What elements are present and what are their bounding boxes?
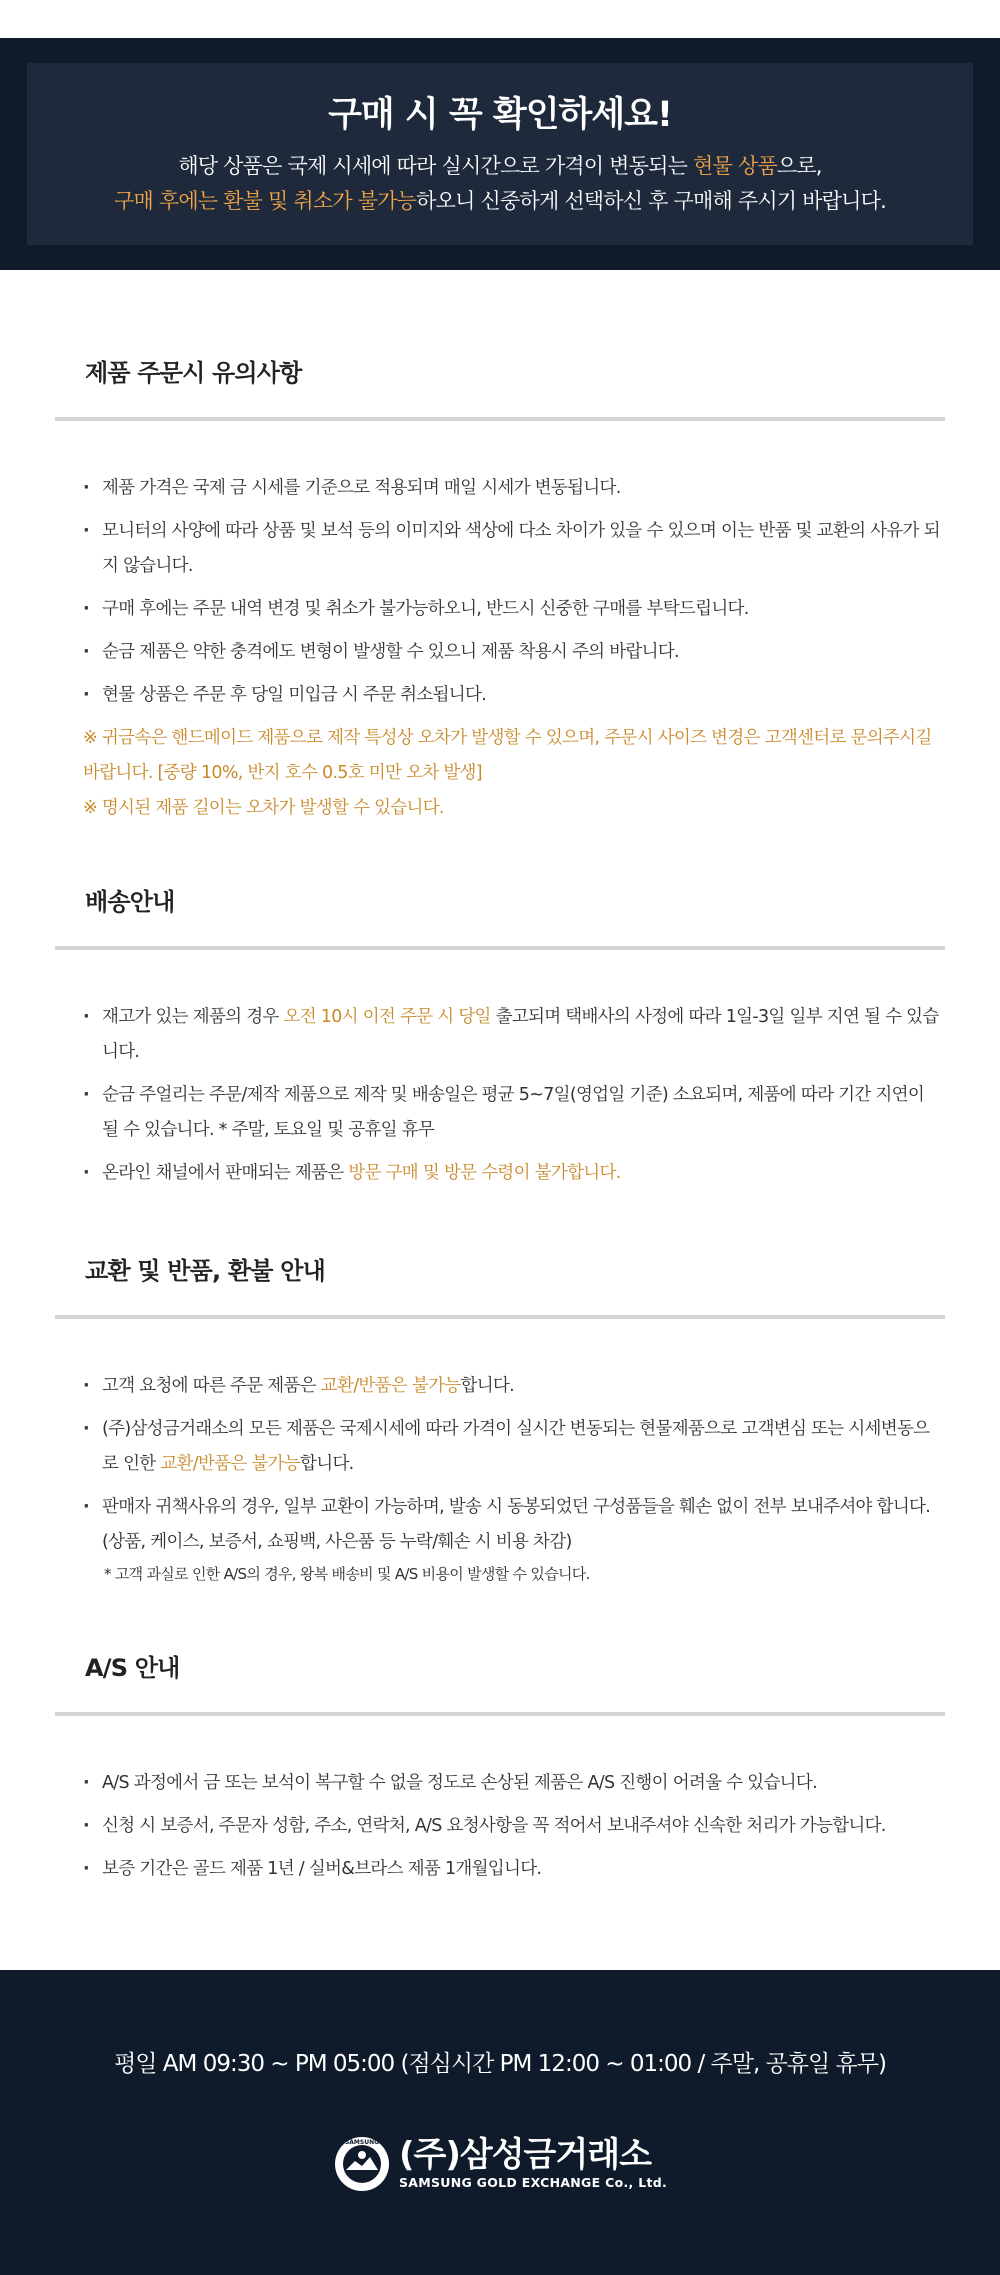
highlight-text: 방문 구매 및 방문 수령이 불가합니다. <box>348 1163 621 1183</box>
list-item: · 모니터의 사양에 따라 상품 및 보석 등의 이미지와 색상에 다소 차이가 있을 수 있으며 이는 반품 및 교환의 사유가 되지 않습니다. <box>83 514 945 584</box>
notice-highlight: 구매 후에는 환불 및 취소가 불가능 <box>113 189 417 213</box>
divider <box>55 1315 945 1319</box>
list-item <box>83 1000 945 1070</box>
list-item: · 순금 주얼리는 주문/제작 제품으로 제작 및 배송일은 평균 5~7일(영업일 기준) 소요되며, 제품에 따라 기간 지연이 될 수 있습니다. * 주말, 토요일 및 공휴일 휴무 <box>83 1078 945 1148</box>
caution-note: ※ 명시된 제품 길이는 오차가 발생할 수 있습니다. <box>83 798 444 818</box>
item-text: 출고되며 택배사의 사정에 따라 1일-3일 일부 지연 될 수 있습니다. <box>102 1007 939 1062</box>
section-order <box>55 355 945 826</box>
logo-name-ko: (주)삼성금거래소 <box>398 2135 651 2175</box>
notice-text: 하오니 신중하게 선택하신 후 구매해 주시기 바랍니다. <box>416 189 886 213</box>
section-title: 배송안내 <box>85 888 175 916</box>
logo-text <box>399 2136 667 2192</box>
as-list <box>55 1766 945 1887</box>
list-item: · 신청 시 보증서, 주문자 성함, 주소, 연락처, A/S 요청사항을 꼭 적어서 보내주셔야 신속한 처리가 가능합니다. <box>83 1809 945 1844</box>
list-item: · 제품 가격은 국제 금 시세를 기준으로 적용되며 매일 시세가 변동됩니다. <box>83 471 945 506</box>
item-text: 재고가 있는 제품의 경우 <box>102 1007 284 1027</box>
exchange-list <box>55 1369 945 1588</box>
business-hours: 평일 AM 09:30 ~ PM 05:00 (점심시간 PM 12:00 ~ 01:00 / 주말, 공휴일 휴무) <box>114 2051 886 2077</box>
item-text: 합니다. <box>300 1454 354 1474</box>
item-text: 온라인 채널에서 판매되는 제품은 <box>102 1163 349 1183</box>
footnote: * 고객 과실로 인한 A/S의 경우, 왕복 배송비 및 A/S 비용이 발생할 수 있습니다. <box>104 1565 590 1583</box>
caution-note: ※ 귀금속은 핸드메이드 제품으로 제작 특성상 오차가 발생할 수 있으며, 주문시 사이즈 변경은 고객센터로 문의주시길 바랍니다. [중량 10%, 반지 호수 0.5호 미만 오차 발생] <box>83 728 932 783</box>
notice-line-1 <box>27 149 973 184</box>
highlight-text: 교환/반품은 불가능 <box>320 1376 461 1396</box>
samsung-gold-exchange-emblem-icon <box>333 2135 391 2193</box>
section-shipping <box>55 884 945 1191</box>
list-item: · 현물 상품은 주문 후 당일 미입금 시 주문 취소됩니다. <box>83 678 945 713</box>
highlight-text: 교환/반품은 불가능 <box>160 1454 301 1474</box>
list-item <box>83 1156 945 1191</box>
logo-name-en: SAMSUNG GOLD EXCHANGE Co., Ltd. <box>398 2175 668 2190</box>
highlight-text: 오전 10시 이전 주문 시 당일 <box>283 1007 491 1027</box>
divider <box>55 1712 945 1716</box>
list-item: · 순금 제품은 약한 충격에도 변형이 발생할 수 있으니 제품 착용시 주의 바랍니다. <box>83 635 945 670</box>
notice-line-2 <box>27 184 973 219</box>
list-item <box>83 1490 945 1588</box>
section-exchange <box>55 1253 945 1588</box>
list-item: · 보증 기간은 골드 제품 1년 / 실버&브라스 제품 1개월입니다. <box>83 1852 945 1887</box>
divider <box>55 946 945 950</box>
item-text: 합니다. <box>460 1376 514 1396</box>
notice-text: 해당 상품은 국제 시세에 따라 실시간으로 가격이 변동되는 <box>178 154 693 178</box>
notice-banner <box>0 38 1000 270</box>
section-as <box>55 1650 945 1887</box>
item-text: (주)삼성금거래소의 모든 제품은 국제시세에 따라 가격이 실시간 변동되는 현물제품으로 고객변심 또는 시세변동으로 인한 <box>102 1419 930 1474</box>
notice-highlight: 현물 상품 <box>692 154 777 178</box>
list-item: · 구매 후에는 주문 내역 변경 및 취소가 불가능하오니, 반드시 신중한 구매를 부탁드립니다. <box>83 592 945 627</box>
company-logo <box>333 2135 667 2193</box>
footer <box>0 1970 1000 2275</box>
list-item <box>83 1412 945 1482</box>
shipping-list <box>55 1000 945 1191</box>
item-text: 판매자 귀책사유의 경우, 일부 교환이 가능하며, 발송 시 동봉되었던 구성품들을 훼손 없이 전부 보내주셔야 합니다. (상품, 케이스, 보증서, 쇼핑백, 사은품 등 누락/훼손 시 비용 차감) <box>102 1497 931 1552</box>
section-title: 교환 및 반품, 환불 안내 <box>85 1257 325 1285</box>
notice-title: 구매 시 꼭 확인하세요! <box>328 95 672 135</box>
list-item <box>83 1369 945 1404</box>
top-strip <box>0 0 1000 38</box>
divider <box>55 417 945 421</box>
list-item: · A/S 과정에서 금 또는 보석이 복구할 수 없을 정도로 손상된 제품은 A/S 진행이 어려울 수 있습니다. <box>83 1766 945 1801</box>
notice-box <box>27 63 973 245</box>
section-title: A/S 안내 <box>85 1654 180 1682</box>
content <box>0 355 1000 1887</box>
notice-text: 으로, <box>776 154 822 178</box>
order-list <box>55 471 945 826</box>
logo-ring-text: SAMSUNG <box>344 2139 379 2146</box>
section-title: 제품 주문시 유의사항 <box>85 359 302 387</box>
item-text: 고객 요청에 따른 주문 제품은 <box>102 1376 321 1396</box>
